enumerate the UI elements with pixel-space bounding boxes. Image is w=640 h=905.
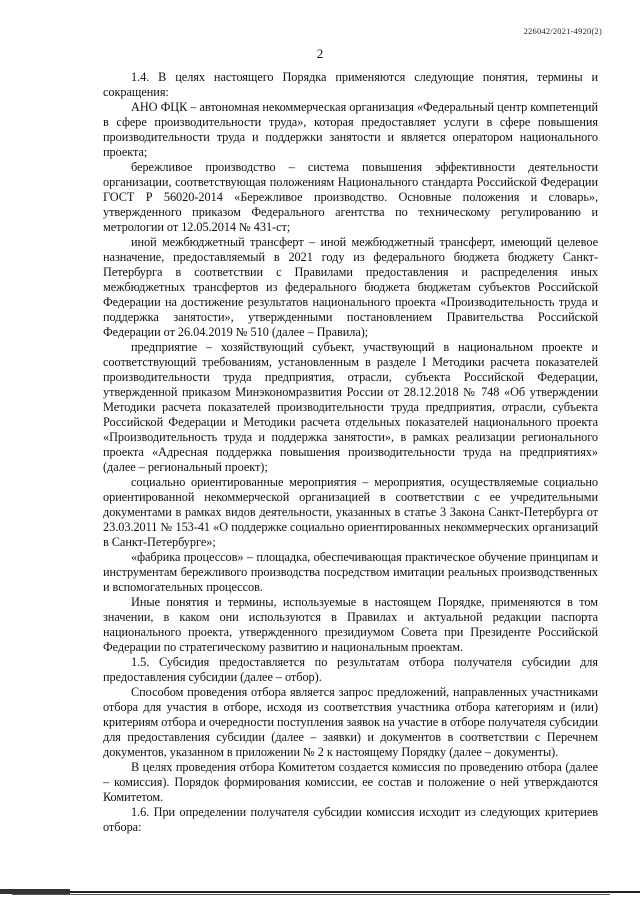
paragraph-interbudget-transfer: иной межбюджетный трансферт – иной межбюджетный трансферт, имеющий целевое назначение, предоставляемый в 2021 году из федерального бюджета бюджету Санкт-Петербурга в соответствии с Правилами предоставления и распределения иных межбюджетных трансфертов из федерального бюджета бюджетам субъектов Российской Федерации на достижение результатов национального проекта «Производительность труда и поддержка занятости», утвержденными постановлением Правительства Российской Федерации от 26.04.2019 № 510 (далее – Правила);	[103, 235, 598, 339]
document-body	[103, 70, 598, 835]
document-id: 226042/2021-4920(2)	[523, 26, 602, 36]
paragraph-selection-criteria: 1.6. При определении получателя субсидии комиссия исходит из следующих критериев отбора:	[103, 805, 598, 834]
paragraph-definitions-intro: 1.4. В целях настоящего Порядка применяются следующие понятия, термины и сокращения:	[103, 70, 598, 99]
paragraph-ano-fck: АНО ФЦК – автономная некоммерческая организация «Федеральный центр компетенций в сфере производительности труда», которая предоставляет услуги в сфере повышения производительности труда и поддержки занятости и является оператором национального проекта;	[103, 100, 598, 159]
paragraph-subsidy-selection: 1.5. Субсидия предоставляется по результатам отбора получателя субсидии для предоставления субсидии (далее – отбор).	[103, 655, 598, 684]
paragraph-lean-production: бережливое производство – система повышения эффективности деятельности организации, соответствующая положениям Национального стандарта Российской Федерации ГОСТ Р 56020-2014 «Бережливое производство. Основные положения и словарь», утвержденного приказом Федерального агентства по техническому регулированию и метрологии от 12.05.2014 № 431-ст;	[103, 160, 598, 234]
scan-bottom-edge	[0, 889, 640, 897]
paragraph-process-factory: «фабрика процессов» – площадка, обеспечивающая практическое обучение принципам и инструментам бережливого производства посредством имитации реальных производственных и вспомогательных процессов.	[103, 550, 598, 594]
paragraph-commission: В целях проведения отбора Комитетом создается комиссия по проведению отбора (далее – комиссия). Порядок формирования комиссии, ее состав и положение о ней утверждаются Комитетом.	[103, 760, 598, 804]
paragraph-social-activities: социально ориентированные мероприятия – мероприятия, осуществляемые социально ориентированной некоммерческой организацией в соответствии с ее учредительными документами в рамках видов деятельности, указанных в статье 3 Закона Санкт-Петербурга от 23.03.2011 № 153-41 «О поддержке социально ориентированных некоммерческих организаций в Санкт-Петербурге»;	[103, 475, 598, 549]
paragraph-enterprise: предприятие – хозяйствующий субъект, участвующий в национальном проекте и соответствующий требованиям, установленным в разделе I Методики расчета показателей производительности труда предприятия, отрасли, субъекта Российской Федерации, утвержденной приказом Минэкономразвития России от 28.12.2018 № 748 «Об утверждении Методики расчета показателей производительности труда предприятия, отрасли, субъекта Российской Федерации и Методики расчета отдельных показателей национального проекта «Производительность труда и поддержка занятости», в рамках реализации регионального проекта «Адресная поддержка повышения производительности труда на предприятиях» (далее – региональный проект);	[103, 340, 598, 474]
paragraph-selection-method: Способом проведения отбора является запрос предложений, направленных участниками отбора для участия в отборе, исходя из соответствия участника отбора категориям и (или) критериям отбора и очередности поступления заявок на участие в отборе получателя субсидии для предоставления субсидии (далее – заявки) и документов в соответствии с Перечнем документов, указанном в приложении № 2 к настоящему Порядку (далее – документы).	[103, 685, 598, 759]
paragraph-other-terms: Иные понятия и термины, используемые в настоящем Порядке, применяются в том значении, в каком они используются в Правилах и актуальной редакции паспорта национального проекта, утвержденного президиумом Совета при Президенте Российской Федерации по стратегическому развитию и национальным проектам.	[103, 595, 598, 654]
page-number: 2	[316, 46, 324, 61]
